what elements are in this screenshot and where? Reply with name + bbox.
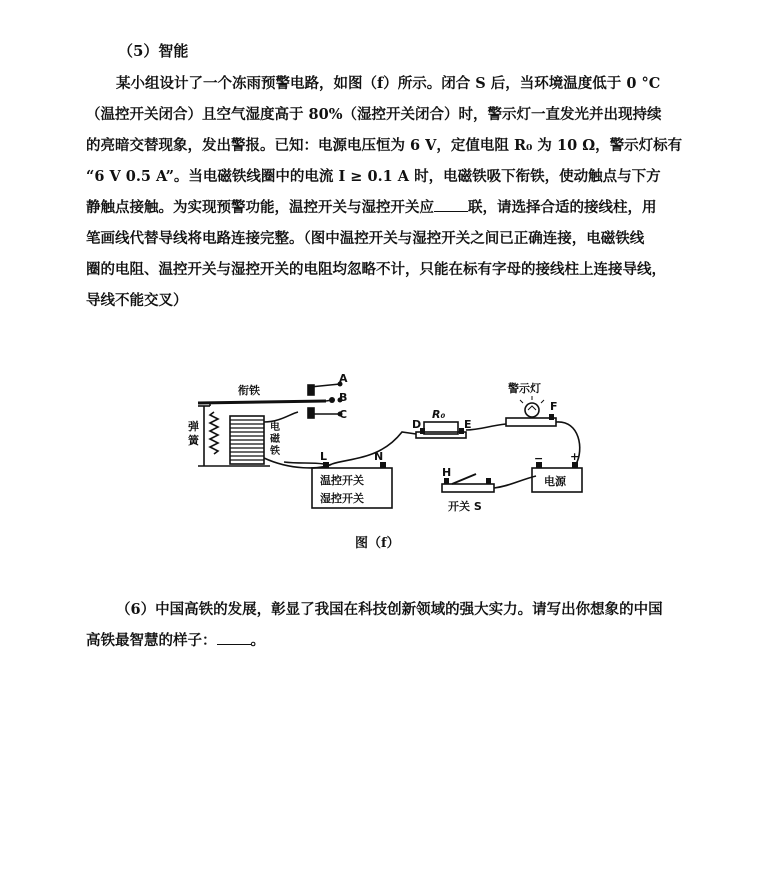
- spring-icon: [210, 412, 218, 454]
- label-humid-switch: 湿控开关: [320, 492, 364, 505]
- label-plus: +: [570, 450, 580, 463]
- section-6-paragraph: [86, 594, 706, 656]
- paragraph-line: “6 V 0.5 A”。当电磁铁线圈中的电流 I ≥ 0.1 A 时，电磁铁吸下衔铁，使动触点与下方: [86, 168, 661, 185]
- paragraph-line: 导线不能交叉）: [86, 292, 188, 309]
- label-A: A: [339, 372, 348, 385]
- paragraph-text: 。: [250, 632, 265, 649]
- lamp-bulb-icon: [525, 403, 539, 417]
- switch-blade: [452, 474, 476, 484]
- coil-lead-top: [264, 412, 298, 422]
- section-5-title: （5）智能: [118, 42, 189, 60]
- label-F: F: [550, 400, 558, 413]
- label-magnet-3: 铁: [270, 446, 280, 457]
- label-C: C: [339, 408, 348, 421]
- figure-caption: 图（f）: [355, 536, 400, 551]
- paragraph-line: 某小组设计了一个冻雨预警电路，如图（f）所示。闭合 S 后，当环境温度低于 0 °C: [116, 75, 661, 92]
- label-B: B: [339, 391, 348, 404]
- label-E: E: [464, 418, 472, 431]
- paragraph-line: 笔画线代替导线将电路连接完整。（图中温控开关与湿控开关之间已正确连接，电磁铁线: [86, 230, 645, 247]
- label-N: N: [374, 450, 384, 463]
- terminal-F: [549, 414, 554, 420]
- label-spring-1: 弹: [188, 420, 199, 433]
- label-H: H: [442, 466, 452, 479]
- paragraph-text: 静触点接触。为实现预警功能，温控开关与湿控开关应: [86, 199, 434, 216]
- label-R0: R₀: [432, 408, 446, 421]
- section-5-paragraph: [86, 68, 706, 316]
- switch-base: [442, 484, 494, 492]
- lamp-filament: [528, 406, 536, 410]
- label-L: L: [320, 450, 328, 463]
- wire-switch-power: [494, 476, 536, 488]
- moving-contact-tip: [329, 397, 335, 403]
- circuit-figure: [180, 370, 600, 540]
- lamp-base: [506, 418, 556, 426]
- paragraph-line: （温控开关闭合）且空气湿度高于 80%（湿控开关闭合）时，警示灯一直发光并出现持续: [86, 106, 662, 123]
- label-minus: −: [534, 452, 544, 465]
- label-lamp: 警示灯: [508, 382, 541, 395]
- terminal-switch-right: [486, 478, 491, 484]
- paragraph-text: 联，请选择合适的接线柱，用: [468, 199, 657, 216]
- label-temp-switch: 温控开关: [320, 474, 364, 487]
- label-D: D: [412, 418, 422, 431]
- paragraph-line: [86, 625, 706, 656]
- armature-bar: [198, 401, 326, 403]
- contact-A-post: [308, 385, 314, 395]
- label-power: 电源: [544, 475, 566, 488]
- paragraph-line: 圈的电阻、温控开关与湿控开关的电阻均忽略不计，只能在标有字母的接线柱上连接导线，: [86, 261, 666, 278]
- circuit-diagram: [180, 370, 600, 540]
- paragraph-line: [86, 192, 706, 223]
- lamp-rays: [520, 396, 544, 403]
- coil-windings: [230, 420, 264, 460]
- answer-blank[interactable]: [217, 630, 251, 645]
- wire-coil-L: [284, 462, 324, 464]
- wire-E-lamp: [466, 424, 506, 430]
- paragraph-line: 的亮暗交替现象，发出警报。已知：电源电压恒为 6 V，定值电阻 R₀ 为 10 Ω，警示灯标有: [86, 137, 683, 154]
- paragraph-text: 高铁最智慧的样子：: [86, 632, 217, 649]
- label-magnet-2: 磁: [270, 434, 280, 445]
- contact-C-post: [308, 408, 314, 418]
- label-switch: 开关 S: [448, 500, 482, 513]
- answer-blank[interactable]: [434, 197, 468, 212]
- paragraph-line: （6）中国高铁的发展，彰显了我国在科技创新领域的强大实力。请写出你想象的中国: [116, 601, 663, 618]
- label-armature: 衔铁: [238, 384, 260, 397]
- label-spring-2: 簧: [188, 434, 199, 447]
- label-magnet-1: 电: [270, 422, 280, 433]
